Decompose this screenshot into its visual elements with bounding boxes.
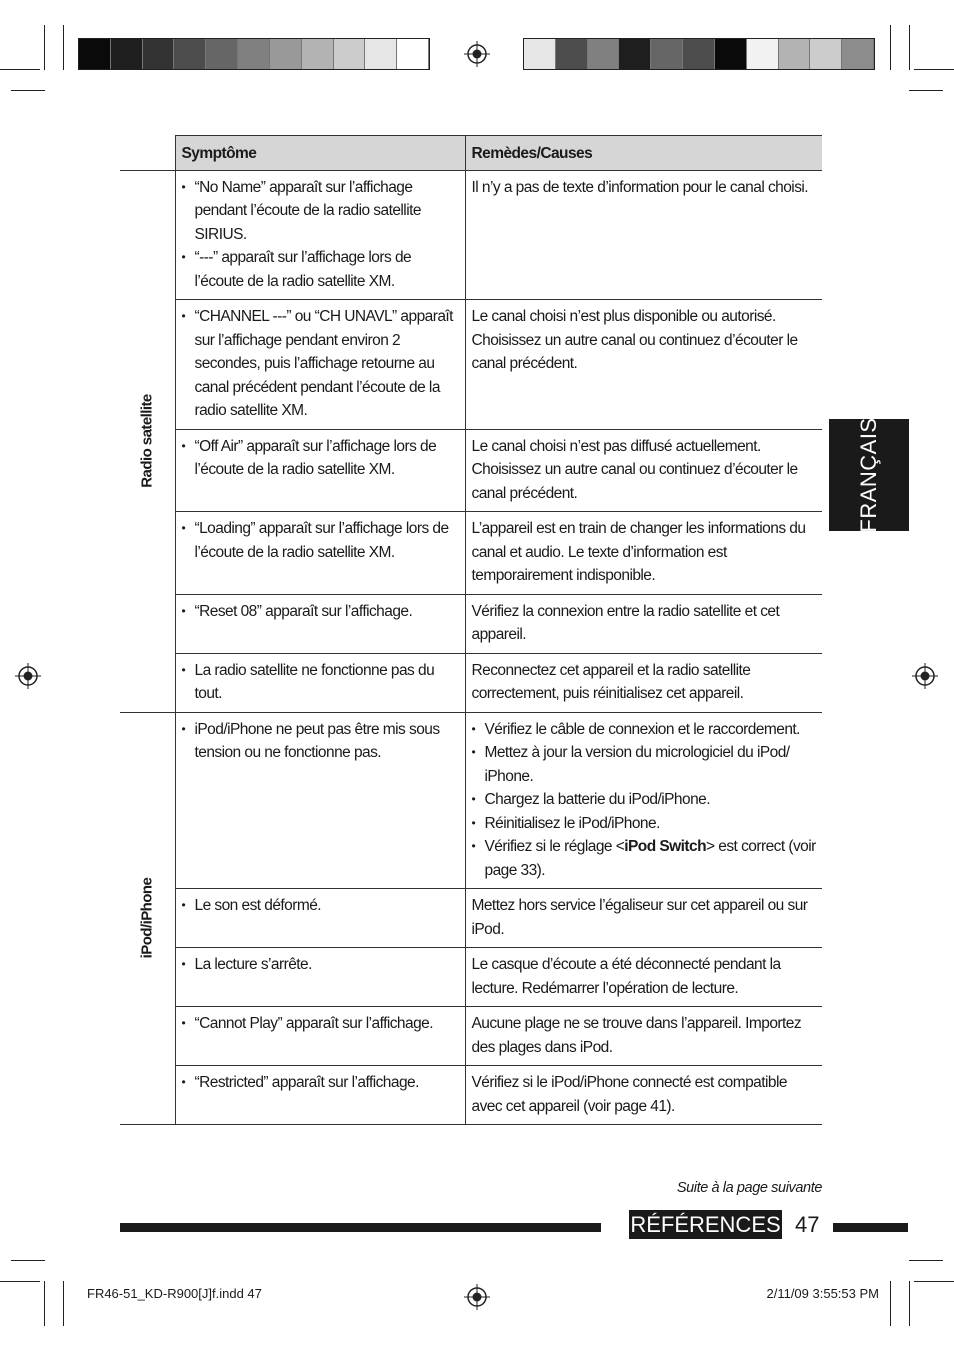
remedy-item: • Chargez la batterie du iPod/iPhone. xyxy=(472,788,817,812)
color-swatch xyxy=(365,39,397,69)
footer-rule xyxy=(120,1223,601,1232)
crop-mark xyxy=(914,1281,954,1282)
crop-mark xyxy=(63,25,64,70)
slug-timestamp: 2/11/09 3:55:53 PM xyxy=(766,1286,879,1301)
remedy-item: • Vérifiez le câble de connexion et le raccordement. xyxy=(472,718,817,742)
crop-mark xyxy=(909,1281,910,1326)
symptom-item: • “Restricted” apparaît sur l’affichage. xyxy=(182,1071,459,1095)
table-row xyxy=(120,512,822,595)
symptom-item: • La radio satellite ne fonctionne pas du tout. xyxy=(182,659,459,706)
table-row xyxy=(120,429,822,512)
crop-mark xyxy=(890,1281,891,1326)
symptom-cell xyxy=(175,170,465,300)
symptom-item: • “CHANNEL ---” ou “CH UNAVL” apparaît sur l’affichage pendant environ 2 secondes, puis l’affichage retourne au canal précédent pendant l’écoute de la radio satellite XM. xyxy=(182,305,459,423)
symptom-item: • “Cannot Play” apparaît sur l’affichage. xyxy=(182,1012,459,1036)
crop-mark xyxy=(890,25,891,70)
registration-target-icon xyxy=(464,41,490,67)
remedy-cell: Vérifiez la connexion entre la radio satellite et cet appareil. xyxy=(465,594,822,653)
remedy-cell: Vérifiez si le iPod/iPhone connecté est compatible avec cet appareil (voir page 41). xyxy=(465,1066,822,1125)
color-swatch xyxy=(842,39,874,69)
remedy-text: > est correct (voir page 33). xyxy=(484,838,816,879)
remedy-header: Remèdes/Causes xyxy=(465,136,822,171)
symptom-item: • “Loading” apparaît sur l’affichage lors de l’écoute de la radio satellite XM. xyxy=(182,517,459,564)
crop-mark xyxy=(44,1281,45,1326)
color-swatch xyxy=(397,39,429,69)
crop-mark xyxy=(44,25,45,70)
remedy-cell: Il n’y a pas de texte d’information pour le canal choisi. xyxy=(465,170,822,300)
color-swatch xyxy=(206,39,238,69)
page-number: 47 xyxy=(795,1212,820,1237)
table-header-row xyxy=(120,136,822,171)
category-label: Radio satellite xyxy=(138,394,156,488)
symptom-item: • La lecture s’arrête. xyxy=(182,953,459,977)
color-swatch xyxy=(651,39,683,69)
symptom-cell xyxy=(175,712,465,889)
color-swatch xyxy=(588,39,620,69)
color-swatch xyxy=(619,39,651,69)
symptom-item: • “No Name” apparaît sur l’affichage pendant l’écoute de la radio satellite SIRIUS. xyxy=(182,176,459,247)
crop-mark xyxy=(11,1260,45,1261)
remedy-item: • Réinitialisez le iPod/iPhone. xyxy=(472,812,817,836)
remedy-cell: Le canal choisi n’est pas diffusé actuellement. Choisissez un autre canal ou continuez d’écouter le canal précédent. xyxy=(465,429,822,512)
symptom-item: • “---” apparaît sur l’affichage lors de l’écoute de la radio satellite XM. xyxy=(182,246,459,293)
table-row xyxy=(120,1066,822,1125)
category-header xyxy=(120,136,175,171)
color-swatch xyxy=(79,39,111,69)
crop-mark xyxy=(909,90,943,91)
crop-mark xyxy=(909,25,910,70)
symptom-cell xyxy=(175,653,465,712)
color-calibration-bar-right xyxy=(523,38,875,70)
registration-target-icon xyxy=(464,1284,490,1310)
symptom-cell xyxy=(175,1066,465,1125)
color-swatch xyxy=(174,39,206,69)
table-row xyxy=(120,653,822,712)
symptom-cell xyxy=(175,512,465,595)
symptom-cell xyxy=(175,948,465,1007)
remedy-text: Vérifiez si le réglage < xyxy=(484,838,625,855)
registration-target-icon xyxy=(912,663,938,689)
color-swatch xyxy=(302,39,334,69)
color-swatch xyxy=(524,39,556,69)
color-swatch xyxy=(747,39,779,69)
remedy-item xyxy=(472,835,817,882)
color-swatch xyxy=(779,39,811,69)
crop-mark xyxy=(0,1281,40,1282)
table-row xyxy=(120,594,822,653)
symptom-cell xyxy=(175,429,465,512)
color-swatch xyxy=(270,39,302,69)
symptom-cell xyxy=(175,300,465,430)
remedy-cell: Le casque d’écoute a été déconnecté pendant la lecture. Redémarrer l’opération de lecture. xyxy=(465,948,822,1007)
language-tab-label: FRANÇAIS xyxy=(856,417,881,533)
remedy-item: • Mettez à jour la version du micrologiciel du iPod/ iPhone. xyxy=(472,741,817,788)
registration-target-icon xyxy=(15,663,41,689)
color-swatch xyxy=(334,39,366,69)
crop-mark xyxy=(11,90,45,91)
footer-rule xyxy=(833,1223,908,1232)
crop-mark xyxy=(909,1260,943,1261)
section-label: RÉFÉRENCES xyxy=(630,1212,781,1237)
symptom-item: • “Reset 08” apparaît sur l’affichage. xyxy=(182,600,459,624)
table-row xyxy=(120,170,822,300)
symptom-cell xyxy=(175,594,465,653)
symptom-item: • iPod/iPhone ne peut pas être mis sous tension ou ne fonctionne pas. xyxy=(182,718,459,765)
language-tab xyxy=(829,419,909,531)
table-row xyxy=(120,1007,822,1066)
symptom-item: • Le son est déformé. xyxy=(182,894,459,918)
crop-mark xyxy=(914,69,954,70)
color-swatch xyxy=(810,39,842,69)
category-cell xyxy=(120,712,175,1125)
symptom-cell xyxy=(175,1007,465,1066)
color-swatch xyxy=(683,39,715,69)
color-swatch xyxy=(143,39,175,69)
color-swatch xyxy=(715,39,747,69)
crop-mark xyxy=(0,69,40,70)
continued-note: Suite à la page suivante xyxy=(676,1180,822,1196)
remedy-cell xyxy=(465,712,822,889)
table-row xyxy=(120,300,822,430)
table-row xyxy=(120,948,822,1007)
troubleshooting-table xyxy=(120,135,822,1125)
color-calibration-bar-left xyxy=(78,38,430,70)
remedy-cell: Le canal choisi n’est plus disponible ou autorisé. Choisissez un autre canal ou continuez d’écouter le canal précédent. xyxy=(465,300,822,430)
symptom-cell xyxy=(175,889,465,948)
setting-name: iPod Switch xyxy=(624,838,707,855)
slug-filename: FR46-51_KD-R900[J]f.indd 47 xyxy=(87,1286,262,1301)
color-swatch xyxy=(556,39,588,69)
color-swatch xyxy=(238,39,270,69)
table-body xyxy=(120,170,822,1125)
remedy-cell: Aucune plage ne se trouve dans l’appareil. Importez des plages dans iPod. xyxy=(465,1007,822,1066)
remedy-cell: Reconnectez cet appareil et la radio satellite correctement, puis réinitialisez cet appareil. xyxy=(465,653,822,712)
table-row xyxy=(120,712,822,889)
color-swatch xyxy=(111,39,143,69)
remedy-cell: L’appareil est en train de changer les informations du canal et audio. Le texte d’information est temporairement indisponible. xyxy=(465,512,822,595)
symptom-item: • “Off Air” apparaît sur l’affichage lors de l’écoute de la radio satellite XM. xyxy=(182,435,459,482)
crop-mark xyxy=(63,1281,64,1326)
symptom-header: Symptôme xyxy=(175,136,465,171)
remedy-cell: Mettez hors service l’égaliseur sur cet appareil ou sur iPod. xyxy=(465,889,822,948)
table-row xyxy=(120,889,822,948)
category-label: iPod/iPhone xyxy=(138,877,156,959)
category-cell xyxy=(120,170,175,712)
